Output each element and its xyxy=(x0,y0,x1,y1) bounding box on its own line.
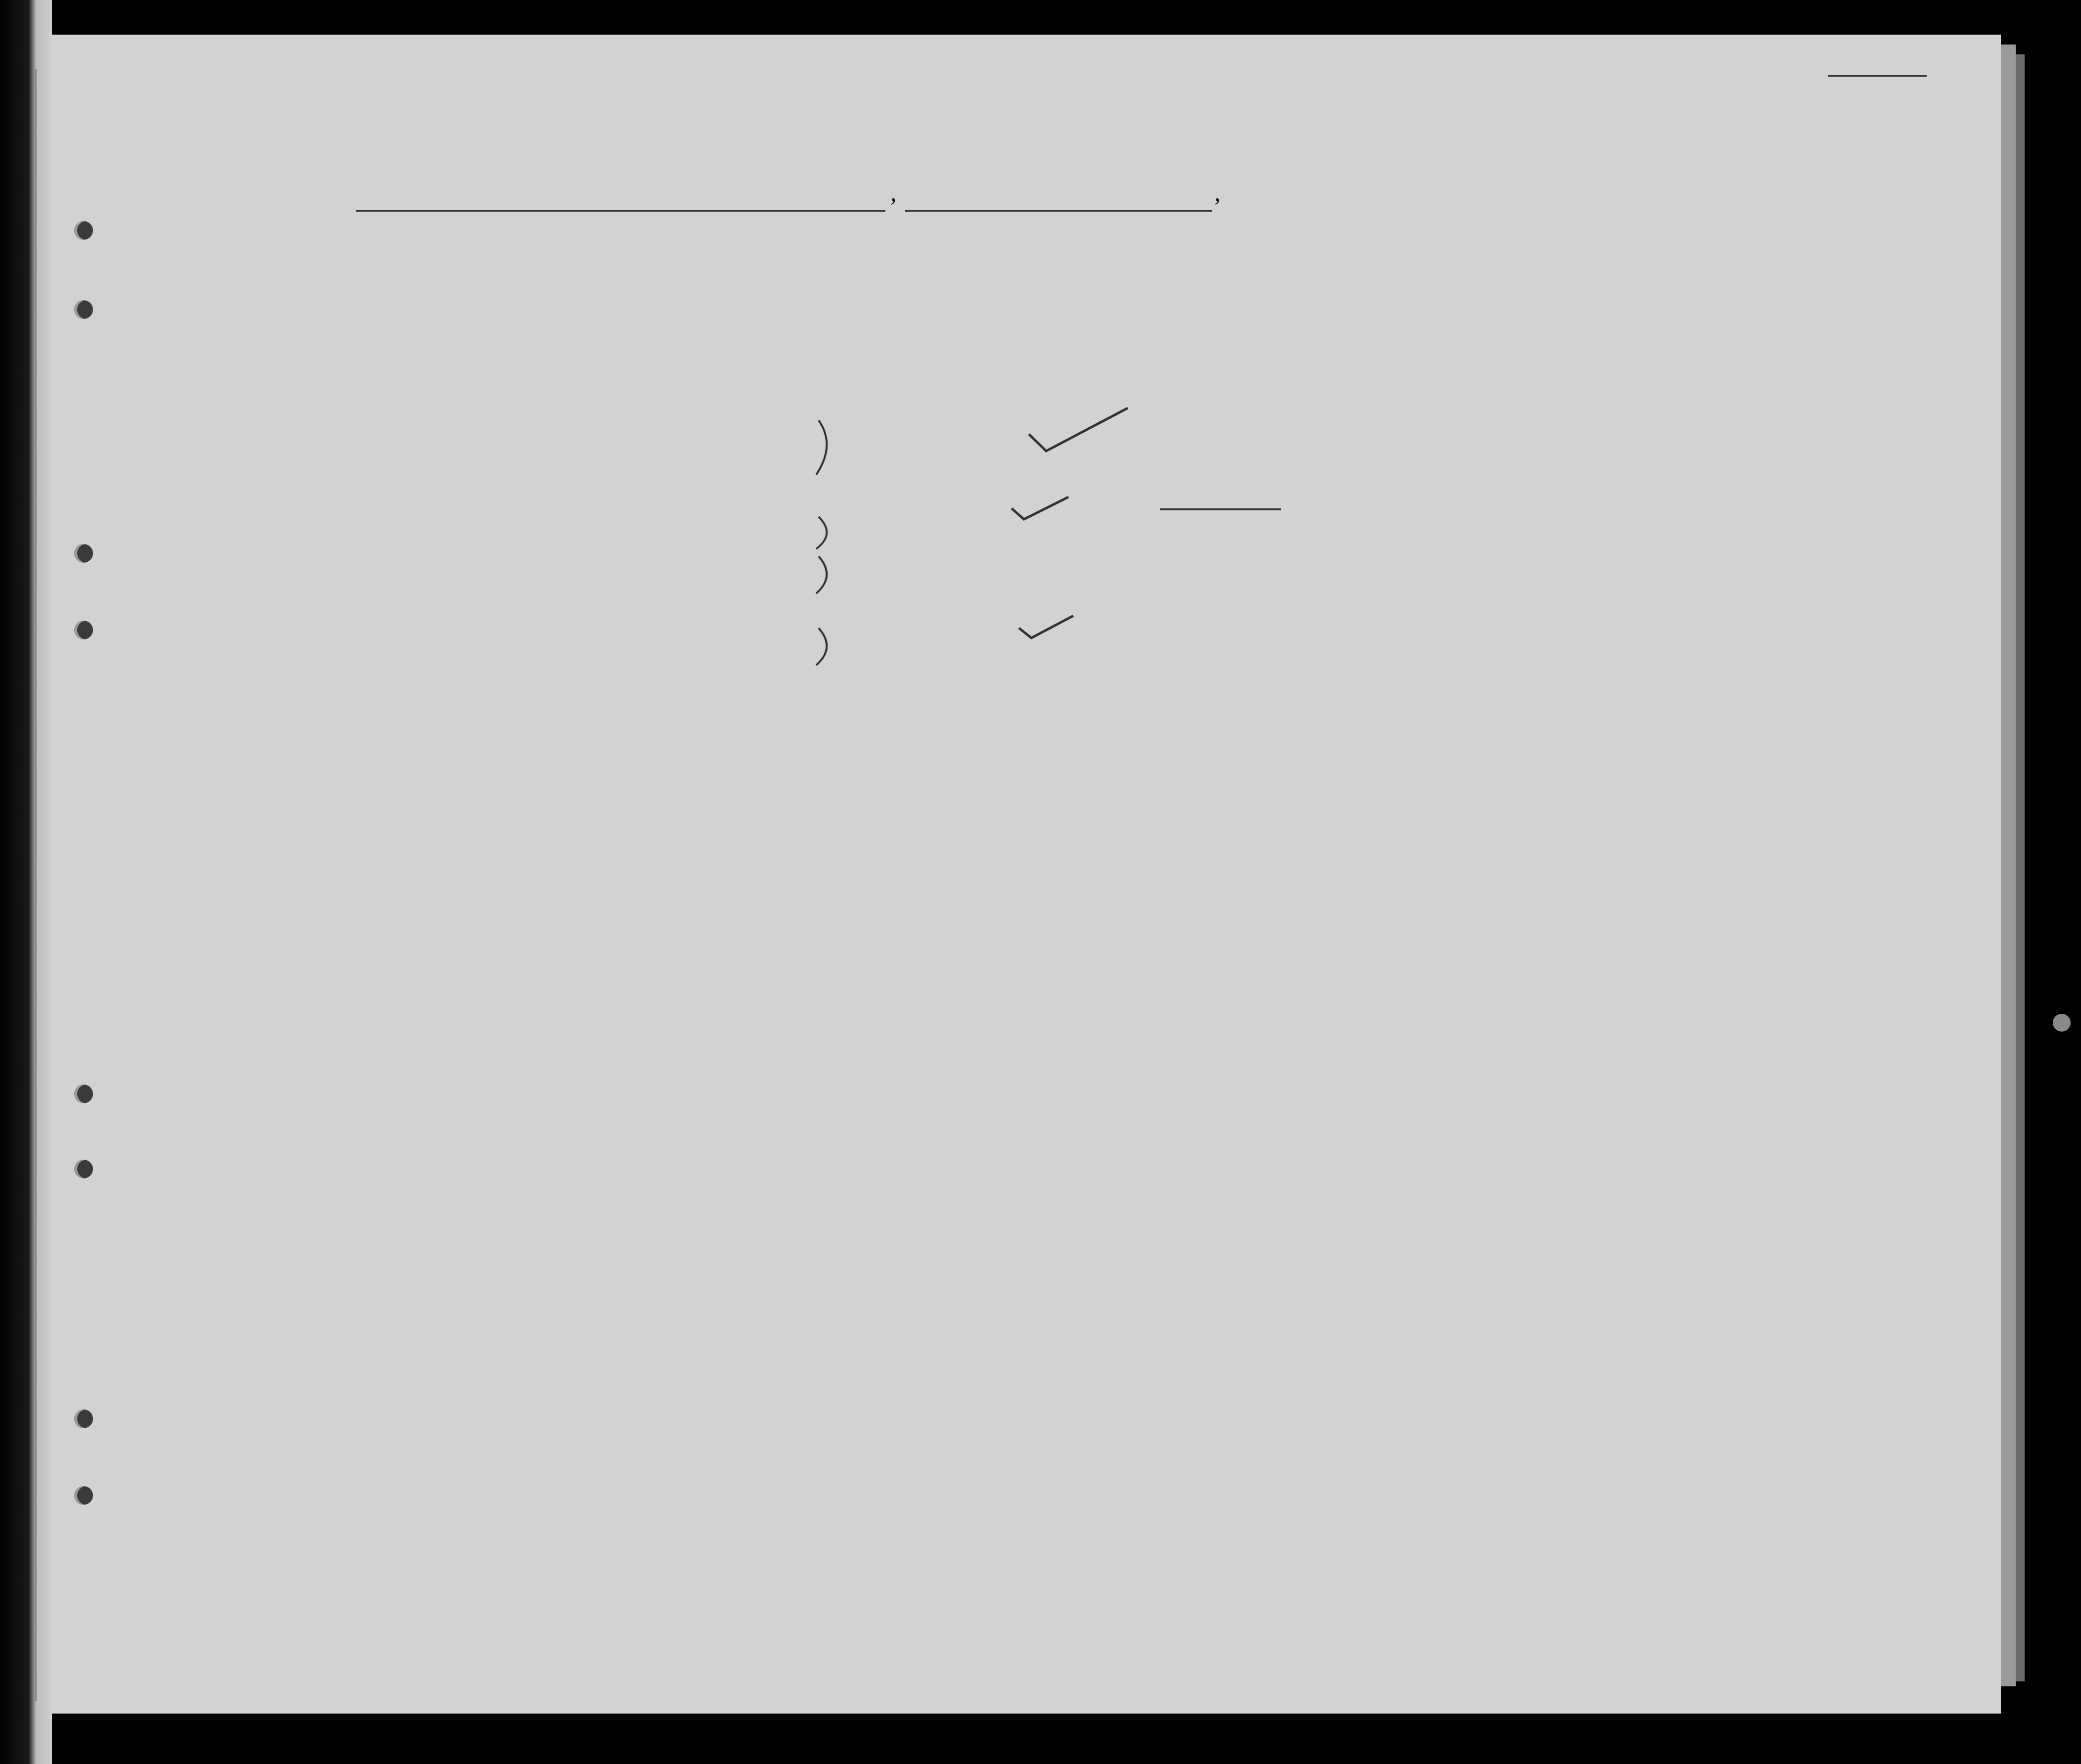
binder-hole xyxy=(74,1085,93,1103)
scanner-mark xyxy=(2053,1014,2071,1032)
ledger-grid xyxy=(52,35,2001,1714)
binder-hole xyxy=(74,621,93,639)
binder-hole xyxy=(74,300,93,319)
binder-hole xyxy=(74,1486,93,1505)
binder-hole xyxy=(74,544,93,563)
date-comma: , xyxy=(1214,179,1221,206)
binding-edge xyxy=(0,0,52,1764)
binder-hole xyxy=(74,1160,93,1178)
page-edge-shadow xyxy=(2016,54,2025,1681)
binder-hole xyxy=(74,221,93,240)
page-edge xyxy=(2001,45,2016,1686)
port-comma: , xyxy=(890,179,897,206)
binder-hole xyxy=(74,1409,93,1428)
